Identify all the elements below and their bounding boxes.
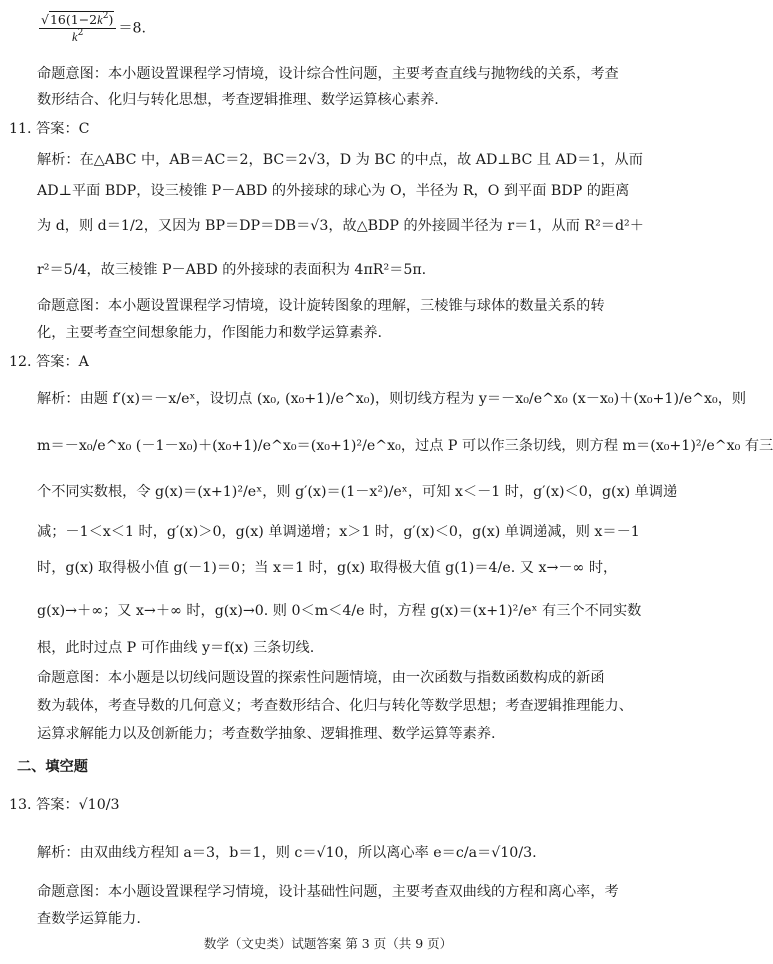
- q12-line1: 解析：由题 f′(x)＝－x/eˣ，设切点 (x₀, (x₀+1)/e^x₀)，则切线方程为 y＝－x₀/e^x₀ (x－x₀)＋(x₀+1)/e^x₀，则: [37, 391, 747, 407]
- intent-11-line2: 化，主要考查空间想象能力，作图能力和数学运算素养.: [37, 325, 383, 341]
- q11-line4: r²＝5/4，故三棱锥 P－ABD 的外接球的表面积为 4πR²＝5π.: [37, 262, 427, 278]
- page-footer: 数学（文史类）试题答案 第 3 页（共 9 页）: [203, 936, 453, 951]
- q13-answer: 13. 答案：√10/3: [9, 797, 120, 813]
- q12-line6: g(x)→＋∞；又 x→＋∞ 时，g(x)→0. 则 0＜m＜4/e 时，方程 g(x)＝(x+1)²/eˣ 有三个不同实数: [37, 603, 642, 619]
- intent-12-line3: 运算求解能力以及创新能力；考查数学抽象、逻辑推理、数学运算等素养.: [37, 726, 496, 742]
- intent-13-line1: 命题意图：本小题设置课程学习情境，设计基础性问题，主要考查双曲线的方程和离心率，考: [37, 884, 619, 900]
- q12-answer: 12. 答案：A: [9, 354, 89, 370]
- q11-line1: 解析：在△ABC 中，AB＝AC＝2，BC＝2√3，D 为 BC 的中点，故 AD⊥BC 且 AD＝1，从而: [37, 152, 643, 168]
- intent-11-line1: 命题意图：本小题设置课程学习情境，设计旋转图象的理解，三棱锥与球体的数量关系的转: [37, 298, 605, 314]
- q12-line2: m＝－x₀/e^x₀ (－1－x₀)＋(x₀+1)/e^x₀＝(x₀+1)²/e^x₀，过点 P 可以作三条切线，则方程 m＝(x₀+1)²/e^x₀ 有三: [37, 438, 773, 454]
- intent-13-line2: 查数学运算能力.: [37, 911, 141, 927]
- q12-line4: 减；－1＜x＜1 时，g′(x)＞0，g(x) 单调递增；x＞1 时，g′(x)＜0，g(x) 单调递减，则 x＝－1: [37, 524, 640, 540]
- q13-line1: 解析：由双曲线方程知 a＝3，b＝1，则 c＝√10，所以离心率 e＝c/a＝√10/3.: [37, 845, 537, 861]
- section-fill-in: 二、填空题: [17, 759, 88, 775]
- intent-10-line1: 命题意图：本小题设置课程学习情境，设计综合性问题，主要考查直线与抛物线的关系，考查: [37, 66, 619, 82]
- q12-line7: 根，此时过点 P 可作曲线 y＝f(x) 三条切线.: [37, 640, 315, 656]
- q11-line2: AD⊥平面 BDP，设三棱锥 P－ABD 的外接球的球心为 O，半径为 R，O 到平面 BDP 的距离: [37, 183, 630, 199]
- intent-12-line2: 数为载体，考查导数的几何意义；考查数形结合、化归与转化等数学思想；考查逻辑推理能力、: [37, 698, 633, 714]
- intent-12-line1: 命题意图：本小题是以切线问题设置的探索性问题情境，由一次函数与指数函数构成的新函: [37, 670, 605, 686]
- q11-answer: 11. 答案：C: [9, 121, 90, 137]
- q12-line3: 个不同实数根，令 g(x)＝(x+1)²/eˣ，则 g′(x)＝(1－x²)/eˣ，可知 x＜－1 时，g′(x)＜0，g(x) 单调递: [37, 484, 678, 500]
- top-formula: $\frac{√16(1-2k^2)}{k^2}$ ＝8.: [41, 11, 147, 44]
- q12-line5: 时，g(x) 取得极小值 g(－1)＝0；当 x＝1 时，g(x) 取得极大值 g(1)＝4/e. 又 x→－∞ 时，: [37, 560, 618, 576]
- intent-10-line2: 数形结合、化归与转化思想，考查逻辑推理、数学运算核心素养.: [37, 92, 439, 108]
- q11-line3: 为 d，则 d＝1/2，又因为 BP＝DP＝DB＝√3，故△BDP 的外接圆半径为 r＝1，从而 R²＝d²＋: [37, 218, 644, 234]
